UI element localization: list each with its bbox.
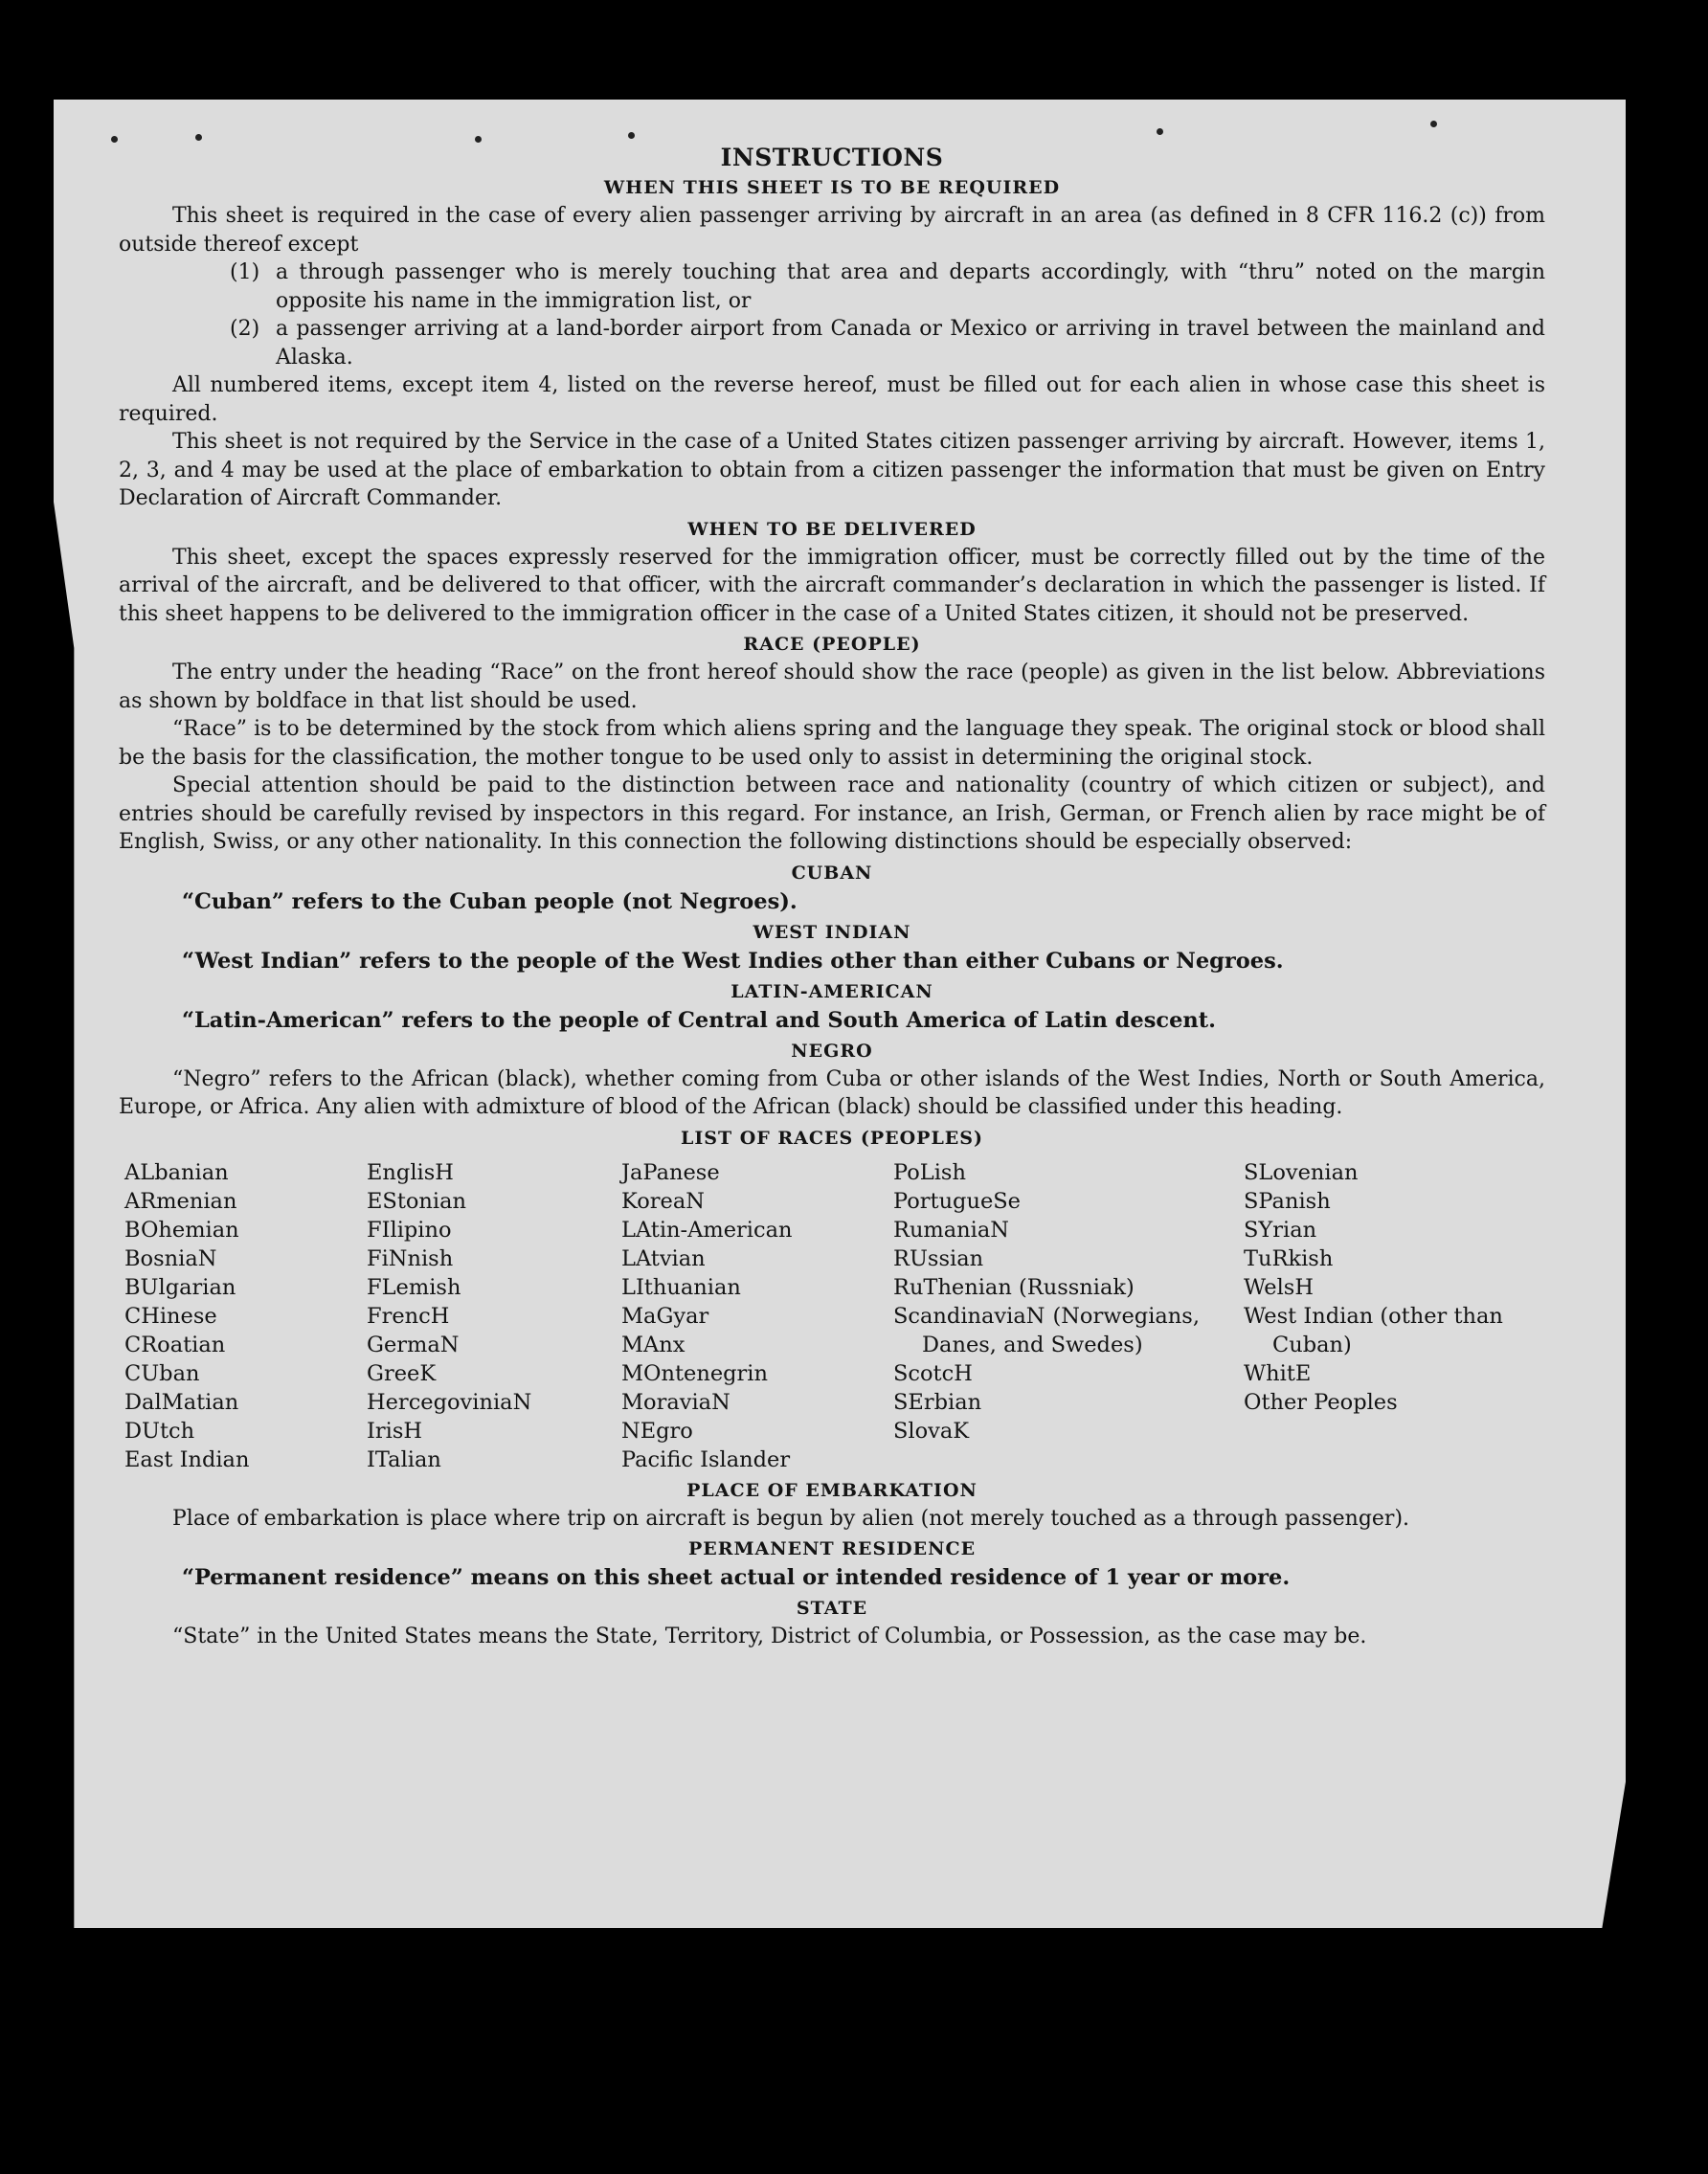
section-heading-latin-american: LATIN-AMERICAN bbox=[730, 980, 933, 1002]
paragraph: Place of embarkation is place where trip on aircraft is begun by alien (not merely touched as a through passenger). bbox=[172, 1506, 1410, 1531]
speck bbox=[1157, 128, 1163, 135]
list-item: SPanish bbox=[1244, 1188, 1331, 1214]
list-item: EnglisH bbox=[367, 1159, 454, 1185]
speck bbox=[1430, 121, 1437, 127]
definition-cuban: “Cuban” refers to the Cuban people (not Negroes). bbox=[182, 888, 798, 914]
item-text: a passenger arriving at a land-border airport from Canada or Mexico or arriving in travel between the mainland and Alaska. bbox=[276, 317, 1545, 370]
section-heading-residence: PERMANENT RESIDENCE bbox=[687, 1538, 977, 1559]
definition-negro: “Negro” refers to the African (black), whether coming from Cuba or other islands of the West Indies, North or South America, Europe, or Africa. Any alien with admixture of blood of the African (black) should be classified under this heading. bbox=[119, 1066, 1545, 1119]
paragraph: This sheet, except the spaces expressly reserved for the immigration officer, must be correctly filled out by the time of the arrival of the aircraft, and be delivered to that officer, with the aircraft commander’s declaration in which the passenger is listed. If this sheet happens to be delivered to the immigration officer in the case of a United States citizen, it should not be preserved. bbox=[119, 545, 1545, 626]
list-item: LAtin-American bbox=[621, 1217, 793, 1243]
list-item: BOhemian bbox=[124, 1217, 239, 1243]
list-item: BosniaN bbox=[124, 1245, 217, 1271]
races-column-3 bbox=[621, 1158, 893, 1474]
list-item: CRoatian bbox=[124, 1332, 226, 1357]
list-item: HercegoviniaN bbox=[367, 1389, 532, 1415]
list-item: ITalian bbox=[367, 1446, 441, 1472]
list-item: CUban bbox=[124, 1360, 200, 1386]
list-item: IrisH bbox=[367, 1418, 423, 1444]
item-number: (1) bbox=[230, 260, 260, 284]
page-title: INSTRUCTIONS bbox=[720, 144, 944, 171]
list-item: DUtch bbox=[124, 1418, 195, 1444]
list-item: ScotcH bbox=[893, 1360, 973, 1386]
list-item: SLovenian bbox=[1244, 1159, 1359, 1185]
list-item: ALbanian bbox=[124, 1159, 229, 1185]
list-item: LAtvian bbox=[621, 1245, 706, 1271]
races-column-2 bbox=[367, 1158, 621, 1474]
list-item: FIlipino bbox=[367, 1217, 452, 1243]
list-item: SlovaK bbox=[893, 1418, 970, 1444]
list-item: FiNnish bbox=[367, 1245, 454, 1271]
list-item: GreeK bbox=[367, 1360, 437, 1386]
races-column-5 bbox=[1244, 1158, 1521, 1474]
list-item: Other Peoples bbox=[1244, 1389, 1398, 1415]
list-item: BUlgarian bbox=[124, 1274, 236, 1300]
races-list bbox=[124, 1158, 1545, 1474]
section-heading-cuban: CUBAN bbox=[791, 862, 873, 884]
list-item: KoreaN bbox=[621, 1188, 705, 1214]
list-item: FrencH bbox=[367, 1303, 450, 1329]
paragraph: “State” in the United States means the State, Territory, District of Columbia, or Possession, as the case may be. bbox=[172, 1625, 1367, 1648]
list-item: SYrian bbox=[1244, 1217, 1317, 1243]
section-heading-state: STATE bbox=[796, 1598, 868, 1619]
list-item: SErbian bbox=[893, 1389, 982, 1415]
list-item: RUssian bbox=[893, 1245, 984, 1271]
list-item: GermaN bbox=[367, 1332, 460, 1357]
list-item: JaPanese bbox=[621, 1159, 720, 1185]
definition-residence: “Permanent residence” means on this sheet actual or intended residence of 1 year or more. bbox=[182, 1565, 1291, 1590]
list-item: Pacific Islander bbox=[621, 1446, 791, 1472]
speck bbox=[111, 136, 118, 143]
list-item: ARmenian bbox=[124, 1188, 237, 1214]
list-item bbox=[119, 258, 1545, 315]
speck bbox=[628, 132, 635, 139]
list-item: WelsH bbox=[1244, 1274, 1314, 1300]
races-column-4 bbox=[893, 1158, 1244, 1474]
paragraph: All numbered items, except item 4, listed on the reverse hereof, must be filled out for each alien in whose case this sheet is required. bbox=[119, 373, 1545, 426]
list-item bbox=[119, 315, 1545, 371]
list-item: RumaniaN bbox=[893, 1217, 1009, 1243]
section-heading-west-indian: WEST INDIAN bbox=[753, 921, 911, 943]
list-item: MoraviaN bbox=[621, 1389, 730, 1415]
instructions-content bbox=[119, 144, 1545, 1651]
list-item: RuThenian (Russniak) bbox=[893, 1274, 1135, 1300]
races-column-1 bbox=[124, 1158, 367, 1474]
definition-west-indian: “West Indian” refers to the people of the West Indies other than either Cubans or Negroes. bbox=[182, 948, 1284, 974]
paragraph: Special attention should be paid to the distinction between race and nationality (country of which citizen or subject), and entries should be carefully revised by inspectors in this regard. For instance, an Irish, German, or French alien by race might be of English, Swiss, or any other nationality. In this connection the following distinctions should be especially observed: bbox=[119, 773, 1545, 854]
section-heading-required: WHEN THIS SHEET IS TO BE REQUIRED bbox=[603, 177, 1061, 198]
paragraph: “Race” is to be determined by the stock from which aliens spring and the language they speak. The original stock or blood shall be the basis for the classification, the mother tongue to be used only to assist in determining the original stock. bbox=[119, 717, 1545, 770]
list-item: DalMatian bbox=[124, 1389, 239, 1415]
section-heading-races-list: LIST OF RACES (PEOPLES) bbox=[681, 1127, 983, 1149]
list-item: TuRkish bbox=[1244, 1245, 1334, 1271]
paragraph: This sheet is required in the case of every alien passenger arriving by aircraft in an area (as defined in 8 CFR 116.2 (c)) from outside thereof except bbox=[119, 204, 1545, 257]
paragraph: The entry under the heading “Race” on the front hereof should show the race (people) as given in the list below. Abbreviations as shown by boldface in that list should be used. bbox=[119, 661, 1545, 713]
section-heading-embarkation: PLACE OF EMBARKATION bbox=[686, 1479, 978, 1501]
section-heading-delivered: WHEN TO BE DELIVERED bbox=[687, 518, 977, 540]
item-number: (2) bbox=[230, 317, 260, 341]
list-item: NEgro bbox=[621, 1418, 693, 1444]
speck bbox=[195, 134, 202, 141]
list-item: MAnx bbox=[621, 1332, 685, 1357]
list-item: PortugueSe bbox=[893, 1188, 1022, 1214]
definition-latin-american: “Latin-American” refers to the people of Central and South America of Latin descent. bbox=[182, 1007, 1216, 1033]
list-item: MOntenegrin bbox=[621, 1360, 768, 1386]
speck bbox=[475, 136, 482, 143]
list-item: ScandinaviaN (Norwegians, Danes, and Swedes) bbox=[893, 1303, 1200, 1357]
list-item: EStonian bbox=[367, 1188, 467, 1214]
item-text: a through passenger who is merely touching that area and departs accordingly, with “thru” noted on the margin opposite his name in the immigration list, or bbox=[276, 260, 1545, 313]
list-item: WhitE bbox=[1244, 1360, 1312, 1386]
list-item: West Indian (other than Cuban) bbox=[1244, 1303, 1503, 1357]
section-heading-race: RACE (PEOPLE) bbox=[743, 634, 921, 655]
section-heading-negro: NEGRO bbox=[791, 1040, 873, 1062]
list-item: PoLish bbox=[893, 1159, 966, 1185]
list-item: East Indian bbox=[124, 1446, 250, 1472]
list-item: MaGyar bbox=[621, 1303, 709, 1329]
paragraph: This sheet is not required by the Service in the case of a United States citizen passenger arriving by aircraft. However, items 1, 2, 3, and 4 may be used at the place of embarkation to obtain from a citizen passenger the information that must be given on Entry Declaration of Aircraft Commander. bbox=[119, 430, 1545, 510]
list-item: FLemish bbox=[367, 1274, 461, 1300]
list-item: LIthuanian bbox=[621, 1274, 741, 1300]
list-item: CHinese bbox=[124, 1303, 217, 1329]
